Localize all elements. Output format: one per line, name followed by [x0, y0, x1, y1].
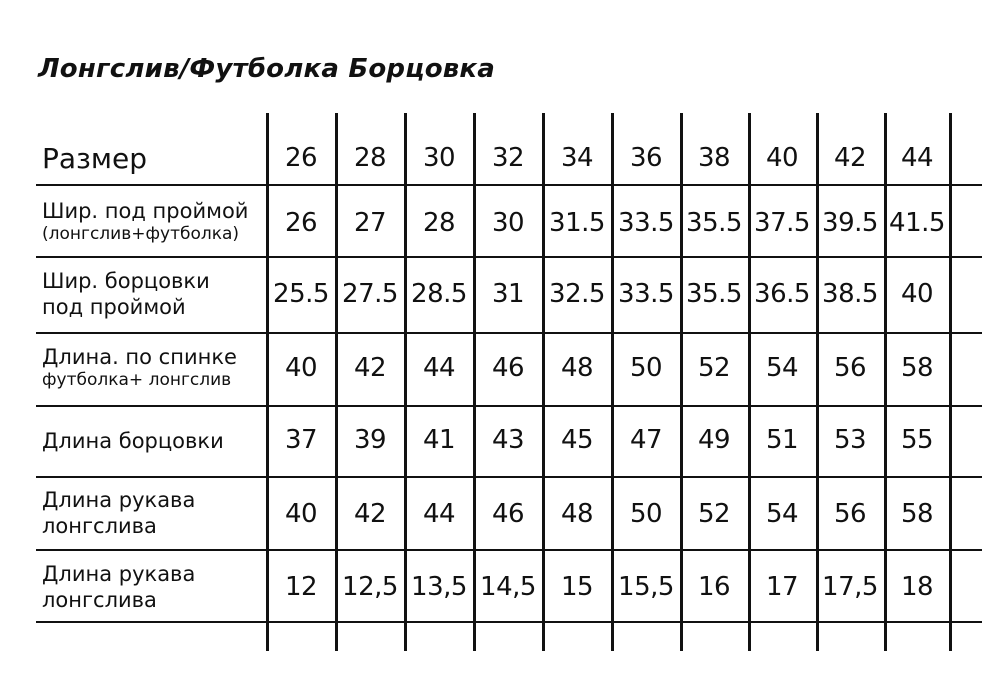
- row-label-line2: лонгслива: [42, 588, 157, 613]
- table-cell: 55: [900, 425, 934, 455]
- table-cell: 37.5: [754, 208, 810, 238]
- table-cell: 40: [900, 279, 934, 309]
- table-cell: 18: [900, 572, 934, 602]
- table-cell: 48: [560, 353, 594, 383]
- table-cell: 52: [697, 353, 731, 383]
- table-cell: 12,5: [342, 572, 398, 602]
- table-cell: 56: [833, 353, 867, 383]
- table-cell: 54: [765, 353, 799, 383]
- table-cell: 36.5: [754, 279, 810, 309]
- row-divider: [36, 549, 982, 551]
- row-label-line2: футболка+ лонгслив: [42, 370, 232, 391]
- row-divider: [36, 621, 982, 623]
- size-header-cell: 44: [900, 143, 934, 173]
- table-cell: 46: [491, 499, 525, 529]
- row-label: [42, 428, 224, 454]
- table-cell: 54: [765, 499, 799, 529]
- row-divider: [36, 476, 982, 478]
- row-divider: [36, 184, 982, 186]
- table-cell: 50: [629, 353, 663, 383]
- size-header-cell: 30: [422, 143, 456, 173]
- table-cell: 56: [833, 499, 867, 529]
- table-cell: 50: [629, 499, 663, 529]
- row-label-line1: Длина борцовки: [42, 429, 224, 453]
- row-label-line1: Длина рукава: [42, 488, 196, 512]
- table-cell: 43: [491, 425, 525, 455]
- page-title: Лонгслив/Футболка Борцовка: [38, 54, 496, 84]
- table-cell: 47: [629, 425, 663, 455]
- table-cell: 44: [422, 499, 456, 529]
- table-cell: 46: [491, 353, 525, 383]
- table-cell: 42: [353, 353, 387, 383]
- table-cell: 53: [833, 425, 867, 455]
- row-divider: [36, 256, 982, 258]
- table-cell: 44: [422, 353, 456, 383]
- table-cell: 42: [353, 499, 387, 529]
- table-cell: 58: [900, 353, 934, 383]
- table-cell: 26: [284, 208, 318, 238]
- table-cell: 17: [765, 572, 799, 602]
- table-cell: 35.5: [686, 279, 742, 309]
- table-cell: 52: [697, 499, 731, 529]
- table-cell: 40: [284, 499, 318, 529]
- table-cell: 14,5: [480, 572, 536, 602]
- row-label: [42, 487, 195, 540]
- table-cell: 27.5: [342, 279, 398, 309]
- row-label-line1: Шир. борцовки: [42, 269, 210, 293]
- table-cell: 28: [422, 208, 456, 238]
- size-header-cell: 32: [491, 143, 525, 173]
- table-cell: 41: [422, 425, 456, 455]
- table-cell: 35.5: [686, 208, 742, 238]
- table-cell: 37: [284, 425, 318, 455]
- row-label-line1: Шир. под проймой: [42, 199, 249, 223]
- table-cell: 48: [560, 499, 594, 529]
- table-cell: 39: [353, 425, 387, 455]
- table-cell: 45: [560, 425, 594, 455]
- row-label-line1: Длина рукава: [42, 562, 196, 586]
- size-header-cell: 26: [284, 143, 318, 173]
- size-header-cell: 36: [629, 143, 663, 173]
- row-label-line1: Длина. по спинке: [42, 345, 237, 369]
- table-cell: 12: [284, 572, 318, 602]
- table-cell: 33.5: [618, 208, 674, 238]
- row-label: [42, 561, 195, 614]
- row-label: [42, 344, 237, 392]
- size-header-cell: 40: [765, 143, 799, 173]
- table-cell: 28.5: [411, 279, 467, 309]
- table-cell: 39.5: [822, 208, 878, 238]
- table-cell: 49: [697, 425, 731, 455]
- table-cell: 25.5: [273, 279, 329, 309]
- size-header-cell: 38: [697, 143, 731, 173]
- table-cell: 58: [900, 499, 934, 529]
- table-cell: 51: [765, 425, 799, 455]
- table-cell: 31: [491, 279, 525, 309]
- size-header-cell: 42: [833, 143, 867, 173]
- table-cell: 31.5: [549, 208, 605, 238]
- table-cell: 13,5: [411, 572, 467, 602]
- table-cell: 38.5: [822, 279, 878, 309]
- row-label: [42, 268, 210, 321]
- row-divider: [36, 332, 982, 334]
- size-header-cell: 28: [353, 143, 387, 173]
- row-label-line2: лонгслива: [42, 514, 157, 539]
- table-cell: 15: [560, 572, 594, 602]
- row-divider: [36, 405, 982, 407]
- table-cell: 17,5: [822, 572, 878, 602]
- table-cell: 33.5: [618, 279, 674, 309]
- table-cell: 40: [284, 353, 318, 383]
- table-cell: 30: [491, 208, 525, 238]
- size-header-label: Размер: [42, 142, 148, 175]
- table-cell: 32.5: [549, 279, 605, 309]
- table-cell: 41.5: [889, 208, 945, 238]
- row-label: [42, 198, 248, 246]
- table-cell: 15,5: [618, 572, 674, 602]
- row-label-line2: под проймой: [42, 295, 186, 320]
- table-cell: 27: [353, 208, 387, 238]
- size-header-cell: 34: [560, 143, 594, 173]
- row-label-line2: (лонгслив+футболка): [42, 224, 240, 245]
- table-cell: 16: [697, 572, 731, 602]
